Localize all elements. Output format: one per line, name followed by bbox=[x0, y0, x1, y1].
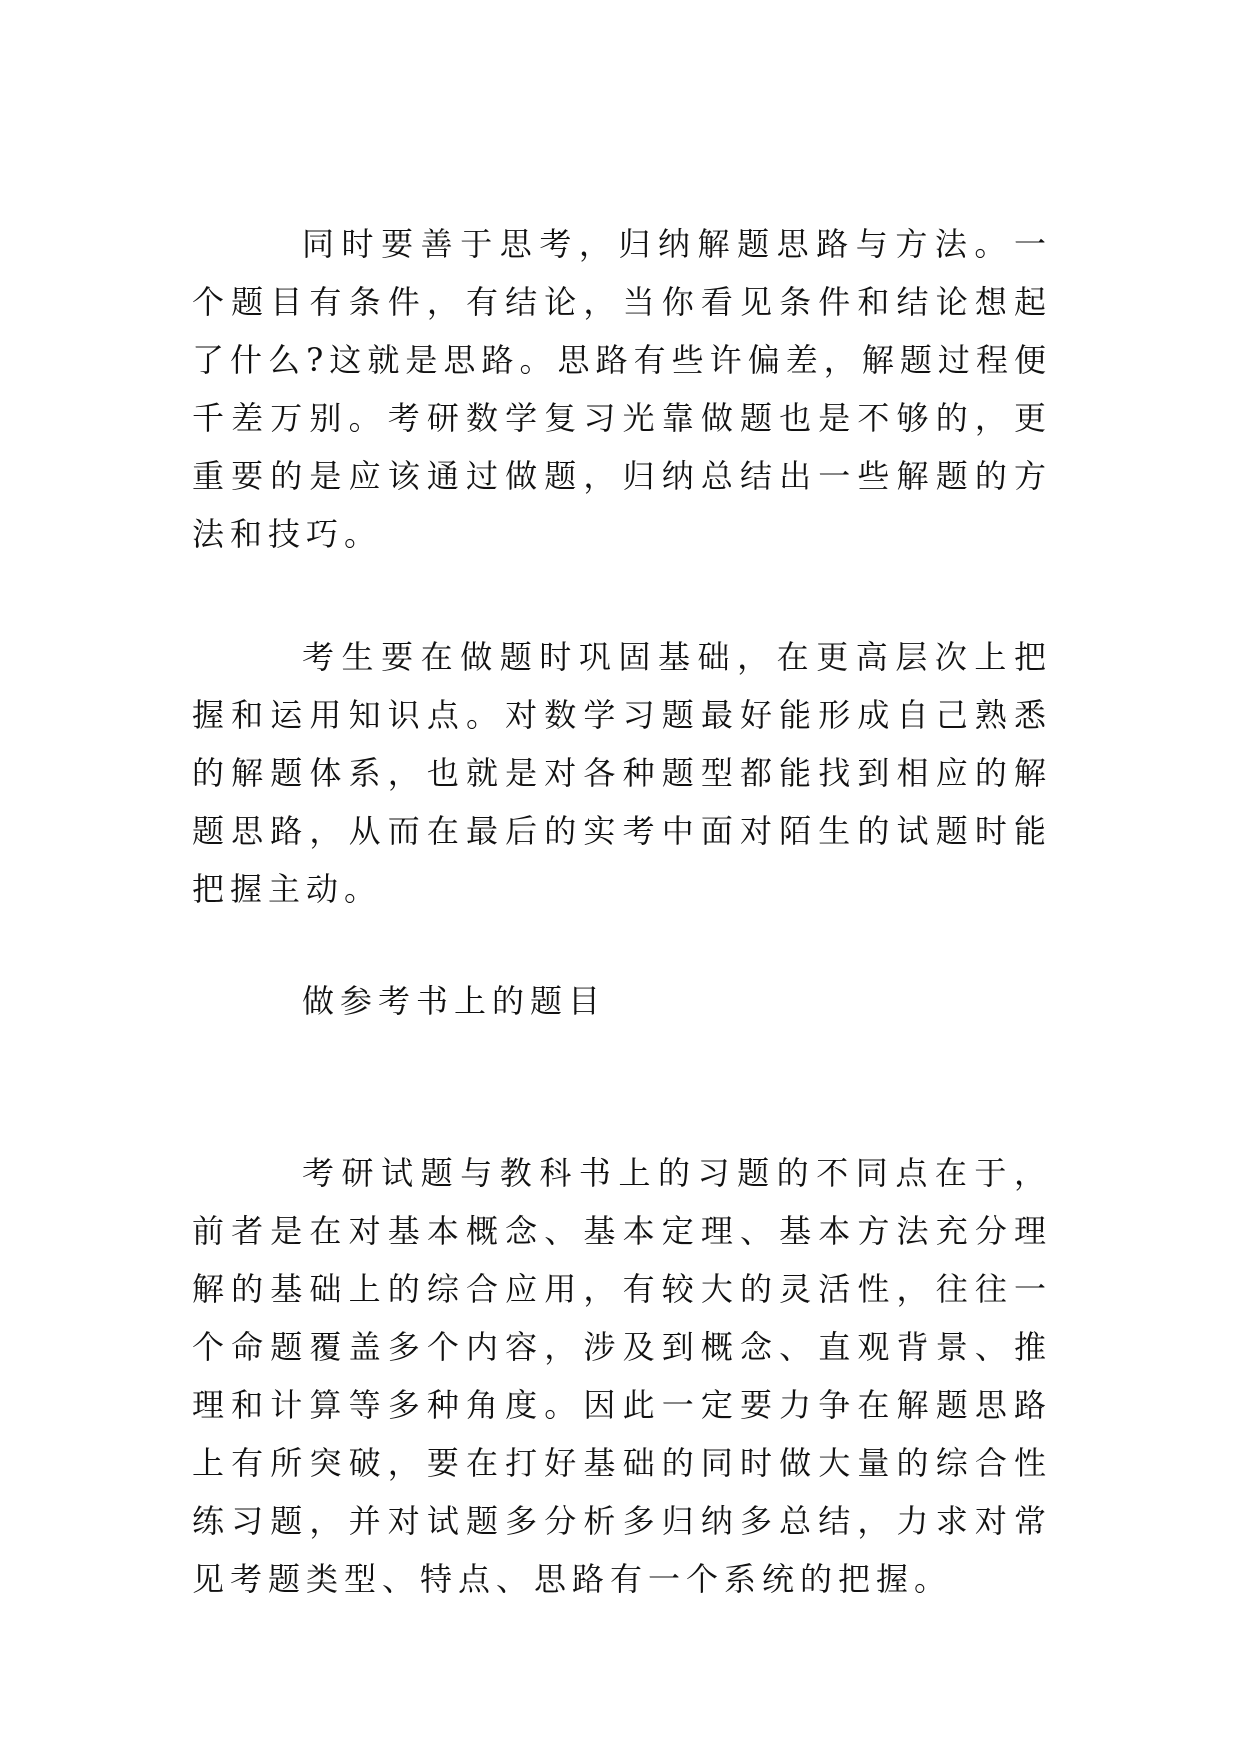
paragraph-thinking-methods: 同时要善于思考，归纳解题思路与方法。一个题目有条件，有结论，当你看见条件和结论想起了什么?这就是思路。思路有些许偏差，解题过程便千差万别。考研数学复习光靠做题也是不够的，更重要的是应该通过做题，归纳总结出一些解题的方法和技巧。 bbox=[192, 225, 1052, 553]
section-heading-reference-book-problems: 做参考书上的题目 bbox=[302, 982, 607, 1020]
paragraph-consolidate-basics: 考生要在做题时巩固基础，在更高层次上把握和运用知识点。对数学习题最好能形成自己熟悉的解题体系，也就是对各种题型都能找到相应的解题思路，从而在最后的实考中面对陌生的试题时能把握主动。 bbox=[192, 638, 1052, 908]
paragraph-exam-vs-textbook: 考研试题与教科书上的习题的不同点在于，前者是在对基本概念、基本定理、基本方法充分理解的基础上的综合应用，有较大的灵活性，往往一个命题覆盖多个内容，涉及到概念、直观背景、推理和计算等多种角度。因此一定要力争在解题思路上有所突破，要在打好基础的同时做大量的综合性练习题，并对试题多分析多归纳多总结，力求对常见考题类型、特点、思路有一个系统的把握。 bbox=[192, 1154, 1052, 1598]
